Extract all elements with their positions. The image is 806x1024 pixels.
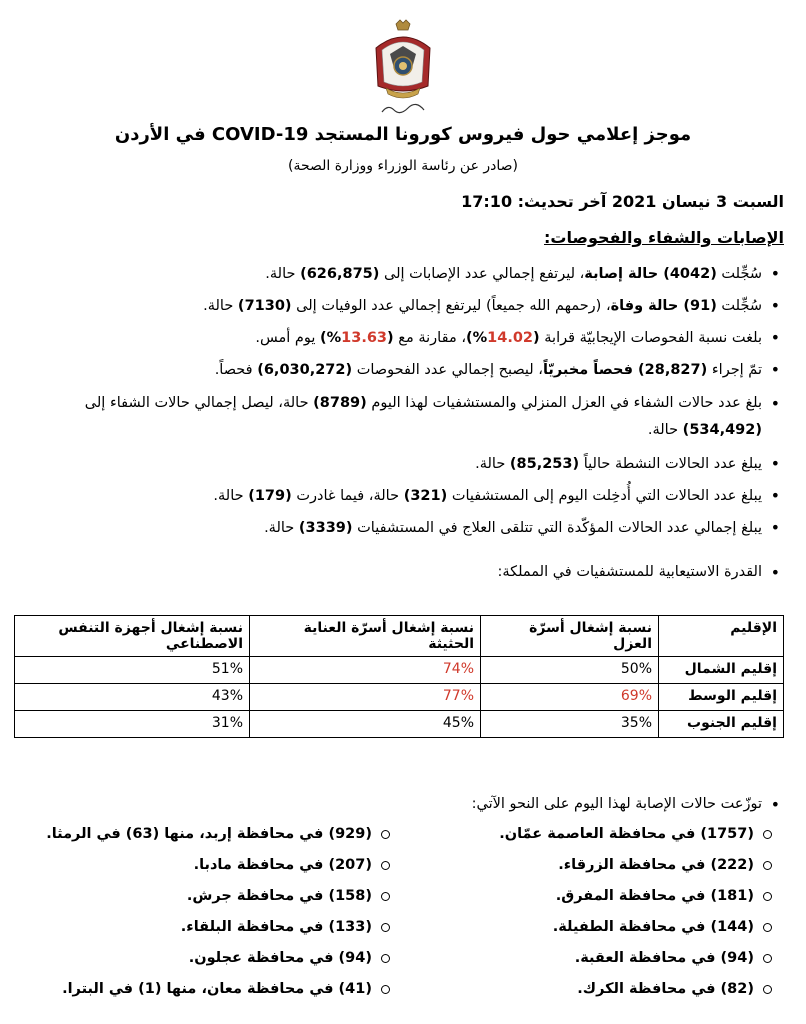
list-item: (94) في محافظة العقبة. bbox=[406, 946, 776, 970]
capacity-table bbox=[14, 615, 784, 738]
list-item: (41) في محافظة معان، منها (1) في البترا. bbox=[10, 977, 394, 1001]
isolation-cell: 35% bbox=[481, 711, 659, 738]
header-icu: نسبة إشغال أسرّة العناية الحثيثة bbox=[250, 616, 481, 657]
ventilators-cell: 31% bbox=[15, 711, 250, 738]
header-isolation: نسبة إشغال أسرّة العزل bbox=[481, 616, 659, 657]
list-item: (82) في محافظة الكرك. bbox=[406, 977, 776, 1001]
header-ventilators: نسبة إشغال أجهزة التنفس الاصطناعي bbox=[15, 616, 250, 657]
list-item-active: • يبلغ عدد الحالات النشطة حالياً (85,253) حالة. bbox=[14, 452, 784, 476]
section-heading: الإصابات والشفاء والفحوصات: bbox=[544, 228, 784, 247]
icu-cell: 74% bbox=[250, 657, 481, 684]
list-item: (181) في محافظة المفرق. bbox=[406, 884, 776, 908]
distribution-list-left bbox=[10, 822, 394, 1008]
list-item-tests: • تمّ إجراء (28,827) فحصاً مخبريّاً، ليصبح إجمالي عدد الفحوصات (6,030,272) فحصاً. bbox=[14, 358, 784, 382]
page-subtitle: (صادر عن رئاسة الوزراء ووزارة الصحة) bbox=[288, 158, 518, 174]
ventilators-cell: 51% bbox=[15, 657, 250, 684]
list-item: (144) في محافظة الطفيلة. bbox=[406, 915, 776, 939]
list-item: (158) في محافظة جرش. bbox=[10, 884, 394, 908]
list-item: (929) في محافظة إربد، منها (63) في الرمثا. bbox=[10, 822, 394, 846]
header-region: الإقليم bbox=[659, 616, 784, 657]
region-cell: إقليم الشمال bbox=[659, 657, 784, 684]
jordan-emblem-icon bbox=[368, 18, 438, 118]
stats-list bbox=[14, 262, 784, 548]
table-row bbox=[15, 657, 784, 684]
list-item-recoveries: • بلغ عدد حالات الشفاء في العزل المنزلي والمستشفيات لهذا اليوم (8789) حالة، ليصل إجمالي حالات الشفاء إلى (534,492) حالة. bbox=[14, 390, 784, 444]
page-title: موجز إعلامي حول فيروس كورونا المستجد COVID-19 في الأردن bbox=[114, 124, 692, 145]
table-header-row bbox=[15, 616, 784, 657]
table-row bbox=[15, 684, 784, 711]
icu-cell: 77% bbox=[250, 684, 481, 711]
list-item: (222) في محافظة الزرقاء. bbox=[406, 853, 776, 877]
region-cell: إقليم الجنوب bbox=[659, 711, 784, 738]
ventilators-cell: 43% bbox=[15, 684, 250, 711]
list-item-positivity: • بلغت نسبة الفحوصات الإيجابيّة قرابة (14.02%)، مقارنة مع (13.63%) يوم أمس. bbox=[14, 326, 784, 350]
list-item: (94) في محافظة عجلون. bbox=[10, 946, 394, 970]
distribution-list-right bbox=[406, 822, 776, 1008]
distribution-intro: • توزّعت حالات الإصابة لهذا اليوم على النحو الآتي: bbox=[472, 796, 784, 812]
table-row bbox=[15, 711, 784, 738]
list-item-deaths: • سُجِّلت (91) حالة وفاة، (رحمهم الله جميعاً) ليرتفع إجمالي عدد الوفيات إلى (7130) حالة. bbox=[14, 294, 784, 318]
list-item-cases: • سُجِّلت (4042) حالة إصابة، ليرتفع إجمالي عدد الإصابات إلى (626,875) حالة. bbox=[14, 262, 784, 286]
region-cell: إقليم الوسط bbox=[659, 684, 784, 711]
list-item-hospitalized: • يبلغ إجمالي عدد الحالات المؤكّدة التي تتلقى العلاج في المستشفيات (3339) حالة. bbox=[14, 516, 784, 540]
list-item: (207) في محافظة مادبا. bbox=[10, 853, 394, 877]
update-date: السبت 3 نيسان 2021 آخر تحديث: 17:10 bbox=[461, 192, 784, 211]
list-item-admissions: • يبلغ عدد الحالات التي أُدخِلت اليوم إلى المستشفيات (321) حالة، فيما غادرت (179) حالة. bbox=[14, 484, 784, 508]
icu-cell: 45% bbox=[250, 711, 481, 738]
list-item: (1757) في محافظة العاصمة عمّان. bbox=[406, 822, 776, 846]
list-item: (133) في محافظة البلقاء. bbox=[10, 915, 394, 939]
capacity-intro: • القدرة الاستيعابية للمستشفيات في المملكة: bbox=[497, 564, 784, 580]
isolation-cell: 69% bbox=[481, 684, 659, 711]
isolation-cell: 50% bbox=[481, 657, 659, 684]
